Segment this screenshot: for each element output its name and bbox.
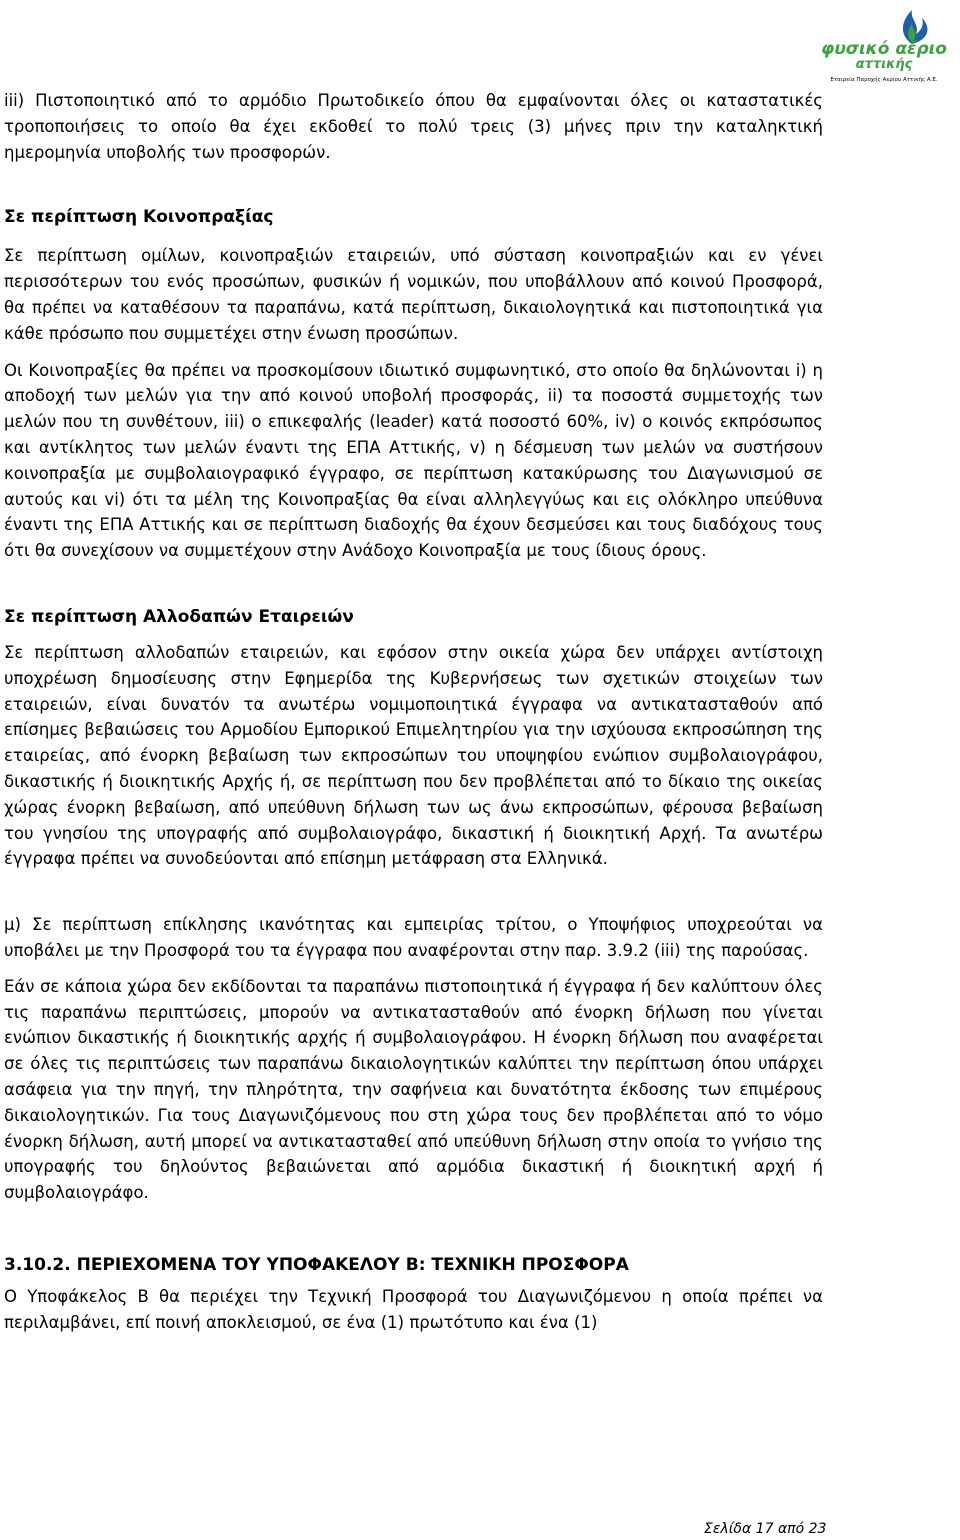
paragraph-joint-venture-agreement: Οι Κοινοπραξίες θα πρέπει να προσκομίσουν ιδιωτικό συμφωνητικό, στο οποίο θα δηλώνονται i) η αποδοχή των μελών για την από κοινού υποβολή προσφοράς, ii) τα ποσοστά συμμετοχής των μελών που τη συνθέτουν, iii) ο επικεφαλής (leader) κατά ποσοστό 60%, iv) ο κοινός εκπρόσωπος και αντίκλητος των μελών έναντι της ΕΠΑ Αττικής, v) η δέσμευση των μελών να συστήσουν κοινοπραξία με συμβολαιογραφικό έγγραφο, σε περίπτωση κατακύρωσης του Διαγωνισμού σε αυτούς και vi) ότι τα μέλη της Κοινοπραξίας θα είναι αλληλεγγύως και εις ολόκληρο υπεύθυνα έναντι της ΕΠΑ Αττικής και σε περίπτωση διαδοχής θα έχουν δεσμεύσει και τους διαδόχους τους ότι θα συνεχίσουν να συμμετέχουν στην Ανάδοχο Κοινοπραξία με τους ίδιους όρους.: [4, 360, 823, 561]
company-logo: [812, 4, 956, 84]
heading-foreign-companies: Σε περίπτωση Αλλοδαπών Εταιρειών: [4, 606, 354, 627]
logo-text-main: φυσικό αέριο: [821, 39, 947, 59]
logo-text-sub: αττικής: [855, 57, 913, 72]
paragraph-foreign-companies: Σε περίπτωση αλλοδαπών εταιρειών, και εφόσον στην οικεία χώρα δεν υπάρχει αντίστοιχη υποχρέωση δημοσίευσης στην Εφημερίδα της Κυβερνήσεως των σχετικών στοιχείων των εταιρειών, είναι δυνατόν τα ανωτέρω νομιμοποιητικά έγγραφα να αντικατασταθούν από επίσημες βεβαιώσεις του Αρμοδίου Εμπορικού Επιμελητηρίου για την ισχύουσα εκπροσώπηση της εταιρείας, από ένορκη βεβαίωση των εκπροσώπων του υποψηφίου ενώπιον συμβολαιογράφου, δικαστικής ή διοικητικής Αρχής ή, σε περίπτωση που δεν προβλέπεται από το δίκαιο της οικείας χώρας ένορκη βεβαίωση, από υπεύθυνη δήλωση των ως άνω εκπροσώπων, φέρουσα βεβαίωση του γνησίου της υπογραφής από συμβολαιογράφο, δικαστική ή διοικητική Αρχή. Τα ανωτέρω έγγραφα πρέπει να συνοδεύονται από επίσημη μετάφραση στα Ελληνικά.: [4, 642, 823, 869]
logo-tagline: Εταιρεία Παροχής Αερίου Αττικής Α.Ε.: [830, 77, 938, 83]
page-number: Σελίδα 17 από 23: [704, 1521, 827, 1537]
paragraph-third-party-capacity: μ) Σε περίπτωση επίκλησης ικανότητας και εμπειρίας τρίτου, ο Υποψήφιος υποχρεούται να υποβάλει με την Προσφορά του τα έγγραφα που αναφέρονται στην παρ. 3.9.2 (iii) της παρούσας.: [4, 915, 823, 960]
paragraph-technical-offer: Ο Υποφάκελος Β θα περιέχει την Τεχνική Προσφορά του Διαγωνιζόμενου η οποία πρέπει να περιλαμβάνει, επί ποινή αποκλεισμού, σε ένα (1) πρωτότυπο και ένα (1): [4, 1286, 823, 1332]
heading-joint-venture: Σε περίπτωση Κοινοπραξίας: [4, 207, 274, 228]
paragraph-joint-venture-intro: Σε περίπτωση ομίλων, κοινοπραξιών εταιρειών, υπό σύσταση κοινοπραξιών και εν γένει περισσότερων του ενός προσώπων, φυσικών ή νομικών, που υποβάλλουν από κοινού Προσφορά, θα πρέπει να καταθέσουν τα παραπάνω, κατά περίπτωση, δικαιολογητικά και πιστοποιητικά για κάθε πρόσωπο που συμμετέχει στην ένωση προσώπων.: [4, 246, 823, 343]
paragraph-sworn-declaration: Εάν σε κάποια χώρα δεν εκδίδονται τα παραπάνω πιστοποιητικά ή έγγραφα ή δεν καλύπτουν όλες τις παραπάνω περιπτώσεις, μπορούν να αντικατασταθούν από ένορκη δήλωση που γίνεται ενώπιον δικαστικής ή διοικητικής αρχής ή συμβολαιογράφου. Η ένορκη δήλωση που αναφέρεται σε όλες τις περιπτώσεις των παραπάνω δικαιολογητικών καλύπτει την περίπτωση όπου υπάρχει ασάφεια για την πηγή, την πληρότητα, την σαφήνεια και δυνατότητα έκδοσης των επιμέρους δικαιολογητικών. Για τους Διαγωνιζόμενους που στη χώρα τους δεν προβλέπεται από το νόμο ένορκη δήλωση, αυτή μπορεί να αντικατασταθεί από υπεύθυνη δήλωση στην οποία το γνήσιο της υπογραφής του δηλούντος βεβαιώνεται από αρμόδια δικαστική ή διοικητική αρχή ή συμβολαιογράφο.: [4, 976, 823, 1203]
document-body: [4, 88, 823, 1335]
paragraph-certificate: iii) Πιστοποιητικό από το αρμόδιο Πρωτοδικείο όπου θα εμφαίνονται όλες οι καταστατικές τροποποιήσεις το οποίο θα έχει εκδοθεί το πολύ τρεις (3) μήνες πριν την καταληκτική ημερομηνία υποβολής των προσφορών.: [4, 91, 823, 162]
heading-technical-offer: 3.10.2. ΠΕΡΙΕΧΟΜΕΝΑ ΤΟΥ ΥΠΟΦΑΚΕΛΟΥ Β: ΤΕΧΝΙΚΗ ΠΡΟΣΦΟΡΑ: [4, 1254, 629, 1275]
